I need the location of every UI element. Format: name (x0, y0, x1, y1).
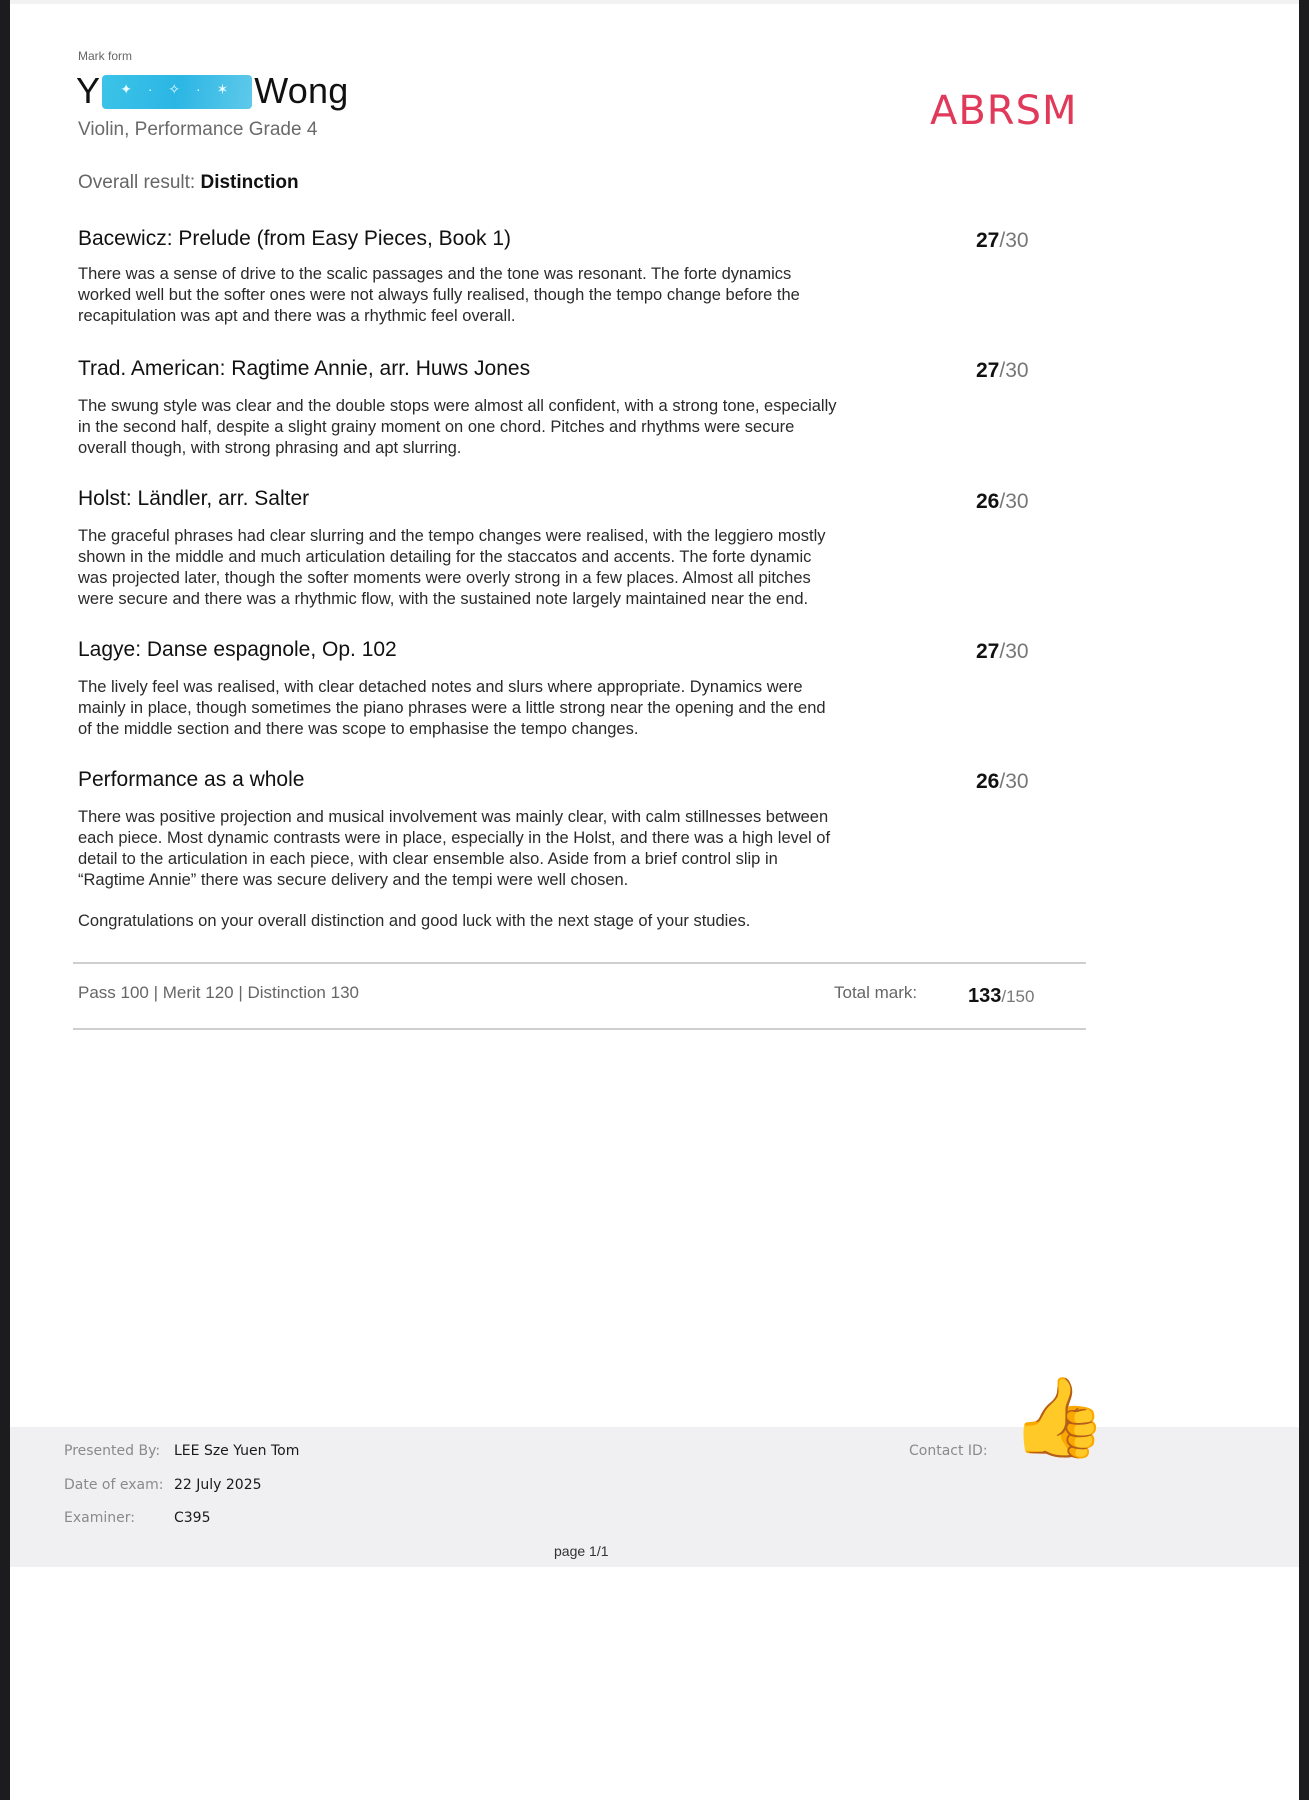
section-title: Holst: Ländler, arr. Salter (78, 487, 310, 510)
divider-bottom (73, 1028, 1086, 1030)
section-comment: The graceful phrases had clear slurring and the tempo changes were realised, with the leggiero mostly shown in the middle and much articulation detailing for the staccatos and accents. The forte dynamic was projected later, though the softer moments were overly strong in a few places. Almost all pitches were secure and there was a rhythmic flow, with the sustained note largely maintained near the end. (78, 527, 826, 608)
section-score (976, 490, 1029, 514)
score-max: /30 (999, 229, 1029, 252)
date-label: Date of exam: (64, 1477, 164, 1493)
presented-by-value: LEE Sze Yuen Tom (174, 1443, 300, 1459)
candidate-name-last: Wong (254, 70, 349, 111)
top-edge (10, 0, 1299, 4)
section-title: Bacewicz: Prelude (from Easy Pieces, Book 1) (78, 227, 512, 250)
mark-form-page (10, 0, 1299, 1800)
section-comment: The swung style was clear and the double stops were almost all confident, with a strong tone, especially in the second half, despite a slight grainy moment on one chord. Pitches and rhythms were secure overall though, with strong phrasing and apt slurring. (78, 397, 837, 457)
section-comment: There was a sense of drive to the scalic passages and the tone was resonant. The forte dynamics worked well but the softer ones were not always fully realised, though the tempo change before the recapitulation was apt and there was a rhythmic feel overall. (78, 265, 800, 325)
candidate-name-first: Y (76, 70, 101, 111)
total-mark (968, 985, 1034, 1008)
closing-remark: Congratulations on your overall distinction and good luck with the next stage of your studies. (78, 912, 751, 930)
overall-result (78, 172, 299, 194)
redaction-sticker (102, 75, 252, 109)
candidate-name (76, 70, 348, 112)
total-mark-label: Total mark: (834, 983, 918, 1002)
section-score (976, 640, 1029, 664)
score-value: 26 (976, 490, 1000, 513)
presented-by-label: Presented By: (64, 1443, 161, 1459)
score-value: 27 (976, 640, 1000, 663)
grade-thresholds: Pass 100 | Merit 120 | Distinction 130 (78, 983, 359, 1002)
divider-top (73, 962, 1086, 964)
contact-id-label: Contact ID: (909, 1443, 988, 1459)
section-comment: The lively feel was realised, with clear detached notes and slurs where appropriate. Dynamics were mainly in place, though sometimes the piano phrases were a little strong near the opening and the end of the middle section and there was scope to emphasise the tempo changes. (78, 678, 826, 738)
section-title: Trad. American: Ragtime Annie, arr. Huws Jones (78, 357, 531, 380)
section-title: Lagye: Danse espagnole, Op. 102 (78, 638, 397, 661)
score-max: /30 (999, 490, 1029, 513)
section-comment: There was positive projection and musical involvement was mainly clear, with calm stillnesses between each piece. Most dynamic contrasts were in place, especially in the Holst, and there was a high level of detail to the articulation in each piece, with clear ensemble also. Aside from a brief control slip in “Ragtime Annie” there was secure delivery and the tempi were well chosen. (78, 808, 831, 889)
total-max: /150 (1001, 987, 1035, 1006)
examiner-label: Examiner: (64, 1510, 135, 1526)
score-value: 26 (976, 770, 1000, 793)
exam-subtitle: Violin, Performance Grade 4 (78, 119, 318, 140)
section-score (976, 770, 1029, 794)
score-value: 27 (976, 229, 1000, 252)
score-max: /30 (999, 640, 1029, 663)
doc-type-label: Mark form (78, 49, 132, 63)
total-score: 133 (968, 985, 1002, 1007)
abrsm-logo: ABRSM (930, 88, 1078, 134)
section-score (976, 229, 1029, 253)
thumbs-up-icon: 👍 (1010, 1373, 1108, 1461)
examiner-value: C395 (174, 1510, 211, 1526)
overall-result-label: Overall result: (78, 172, 196, 193)
score-value: 27 (976, 359, 1000, 382)
overall-result-value: Distinction (200, 172, 299, 193)
score-max: /30 (999, 770, 1029, 793)
date-value: 22 July 2025 (174, 1477, 262, 1493)
score-max: /30 (999, 359, 1029, 382)
page-number: page 1/1 (554, 1543, 609, 1559)
section-score (976, 359, 1029, 383)
section-title: Performance as a whole (78, 768, 305, 791)
